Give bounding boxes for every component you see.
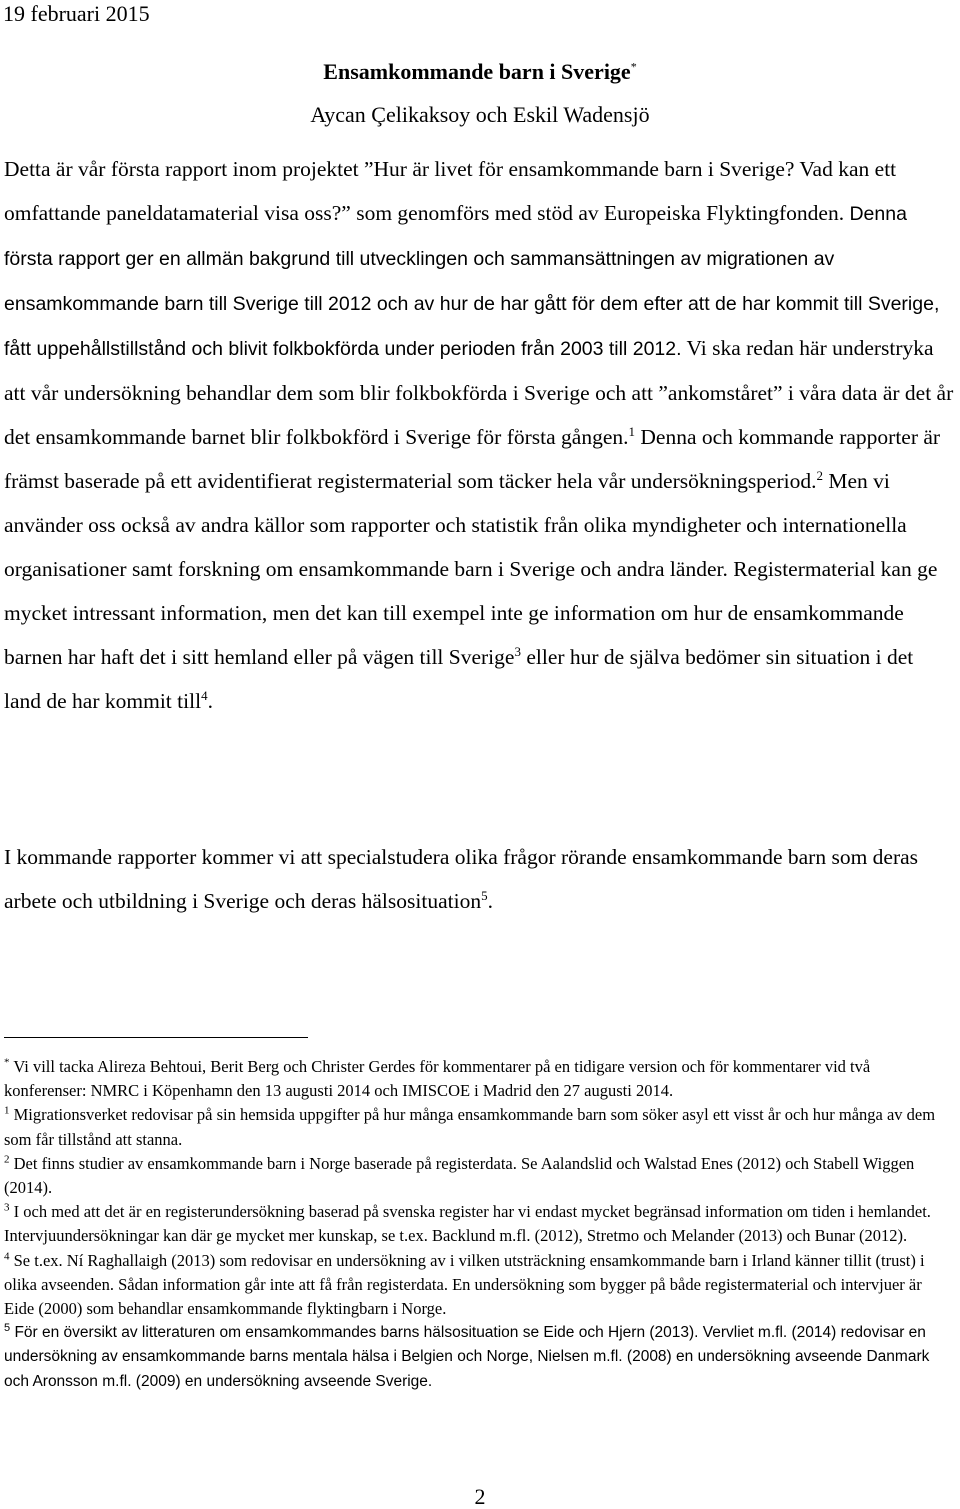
- p1-sentence-6: eller hur de själva bedömer sin situation i det land de har kommit till: [4, 645, 914, 713]
- body-paragraph-1: [4, 147, 954, 723]
- p1-sentence-4: Denna och kommande rapporter är främst baserade på ett avidentifierat registermaterial som täcker hela vår undersökningsperiod.: [4, 425, 941, 493]
- footnote-text: För en översikt av litteraturen om ensamkommandes barns hälsosituation se Eide och Hjern (2013). Vervliet m.fl. (2014) redovisar en undersökning av ensamkommande barns mentala hälsa i Belgien och Norge, Nielsen m.fl. (2008) en undersökning avseende Danmark och Aronsson m.fl. (2009) en undersökning avseende Sverige.: [4, 1324, 930, 1390]
- document-authors: Aycan Çelikaksoy och Eskil Wadensjö: [310, 102, 650, 127]
- footnote-text: Vi vill tacka Alireza Behtoui, Berit Berg och Christer Gerdes för kommentarer på en tidigare version och för kommentarer vid två konferenser: NMRC i Köpenhamn den 13 augusti 2014 och IMISCOE i Madrid den 27 augusti 2014.: [4, 1057, 871, 1101]
- footnote-4: [4, 1249, 954, 1322]
- footnote-acknowledgement: [4, 1055, 954, 1103]
- p1-sentence-1: Detta är vår första rapport inom projektet ”Hur är livet för ensamkommande barn i Sverige? Vad kan ett omfattande paneldatamaterial visa oss?” som genomförs med stöd av Europeiska Flyktingfonden.: [4, 157, 897, 225]
- footnote-mark: 5: [4, 1322, 11, 1335]
- footnote-mark: 3: [4, 1201, 10, 1214]
- footnote-ref-3: 3: [514, 643, 521, 659]
- document-title: [0, 58, 960, 86]
- footnote-3: [4, 1200, 954, 1248]
- footnote-ref-1: 1: [628, 423, 636, 439]
- footnote-ref-5: 5: [481, 887, 488, 903]
- footnote-ref-2: 2: [816, 467, 823, 483]
- footnote-text: Se t.ex. Ní Raghallaigh (2013) som redovisar en undersökning av i vilken utsträckning ensamkommande barn i Irland känner tillit (trust) i olika avseenden. Sådan information går inte att få från registerdata. En undersökning som bygger på både registermaterial och intervjuer är Eide (2000) som behandlar ensamkommande flyktingbarn i Norge.: [4, 1250, 925, 1319]
- footnote-5: [4, 1321, 954, 1394]
- footnote-2: [4, 1152, 954, 1200]
- p2-end: .: [487, 889, 493, 913]
- footnote-text: Det finns studier av ensamkommande barn i Norge baserade på registerdata. Se Aalandslid och Walstad Enes (2012) och Stabell Wiggen (2014).: [4, 1153, 915, 1198]
- footnote-1: [4, 1103, 954, 1151]
- body-paragraph-2: [4, 835, 954, 923]
- footnote-ref-4: 4: [201, 687, 208, 703]
- footnote-mark: 4: [4, 1250, 10, 1263]
- footnote-separator: [4, 1037, 308, 1038]
- title-footnote-marker: *: [630, 59, 637, 74]
- footnote-text: I och med att det är en registerundersökning baserad på svenska register har vi endast mycket begränsad information om tiden i hemlandet. Intervjuundersökningar kan där ge mycket mer kunskap, se t.ex. Backlund m.fl. (2012), Stretmo och Melander (2013) och Bunar (2012).: [4, 1202, 931, 1246]
- footnote-mark: 1: [4, 1104, 10, 1117]
- p1-sentence-2: Denna första rapport ger en allmän bakgrund till utvecklingen och sammansättningen av migrationen av ensamkommande barn till Sverige till 2012 och av hur de har gått för dem efter att de har kommit till Sverige, fått uppehållstillstånd och blivit folkbokförda under perioden från 2003 till 2012.: [4, 203, 940, 360]
- footnote-mark: 2: [4, 1153, 10, 1166]
- p2-sentence-1: I kommande rapporter kommer vi att specialstudera olika frågor rörande ensamkommande barn som deras arbete och utbildning i Sverige och deras hälsosituation: [4, 845, 919, 913]
- p1-end: .: [207, 689, 213, 713]
- footnotes: [4, 1055, 954, 1394]
- footnote-text: Migrationsverket redovisar på sin hemsida uppgifter på hur många ensamkommande barn som söker asyl ett visst år och hur många av dem som får tillstånd att stanna.: [4, 1105, 936, 1149]
- p1-sentence-3: Vi ska redan här understryka att vår undersökning behandlar dem som blir folkbokförda i Sverige och att ”ankomståret” i våra data är det år det ensamkommande barnet blir folkbokförd i Sverige för första gången.: [4, 336, 954, 449]
- footnote-mark: *: [4, 1056, 10, 1069]
- document-date: 19 februari 2015: [3, 1, 150, 26]
- page-number: 2: [474, 1484, 486, 1509]
- title-text: Ensamkommande barn i Sverige: [323, 59, 631, 84]
- p1-sentence-5: Men vi använder oss också av andra källor som rapporter och statistik från olika myndigheter och internationella organisationer samt forskning om ensamkommande barn i Sverige och andra länder. Registermaterial kan ge mycket intressant information, men det kan till exempel inte ge information om hur de ensamkommande barnen har haft det i sitt hemland eller på vägen till Sverige: [4, 469, 938, 669]
